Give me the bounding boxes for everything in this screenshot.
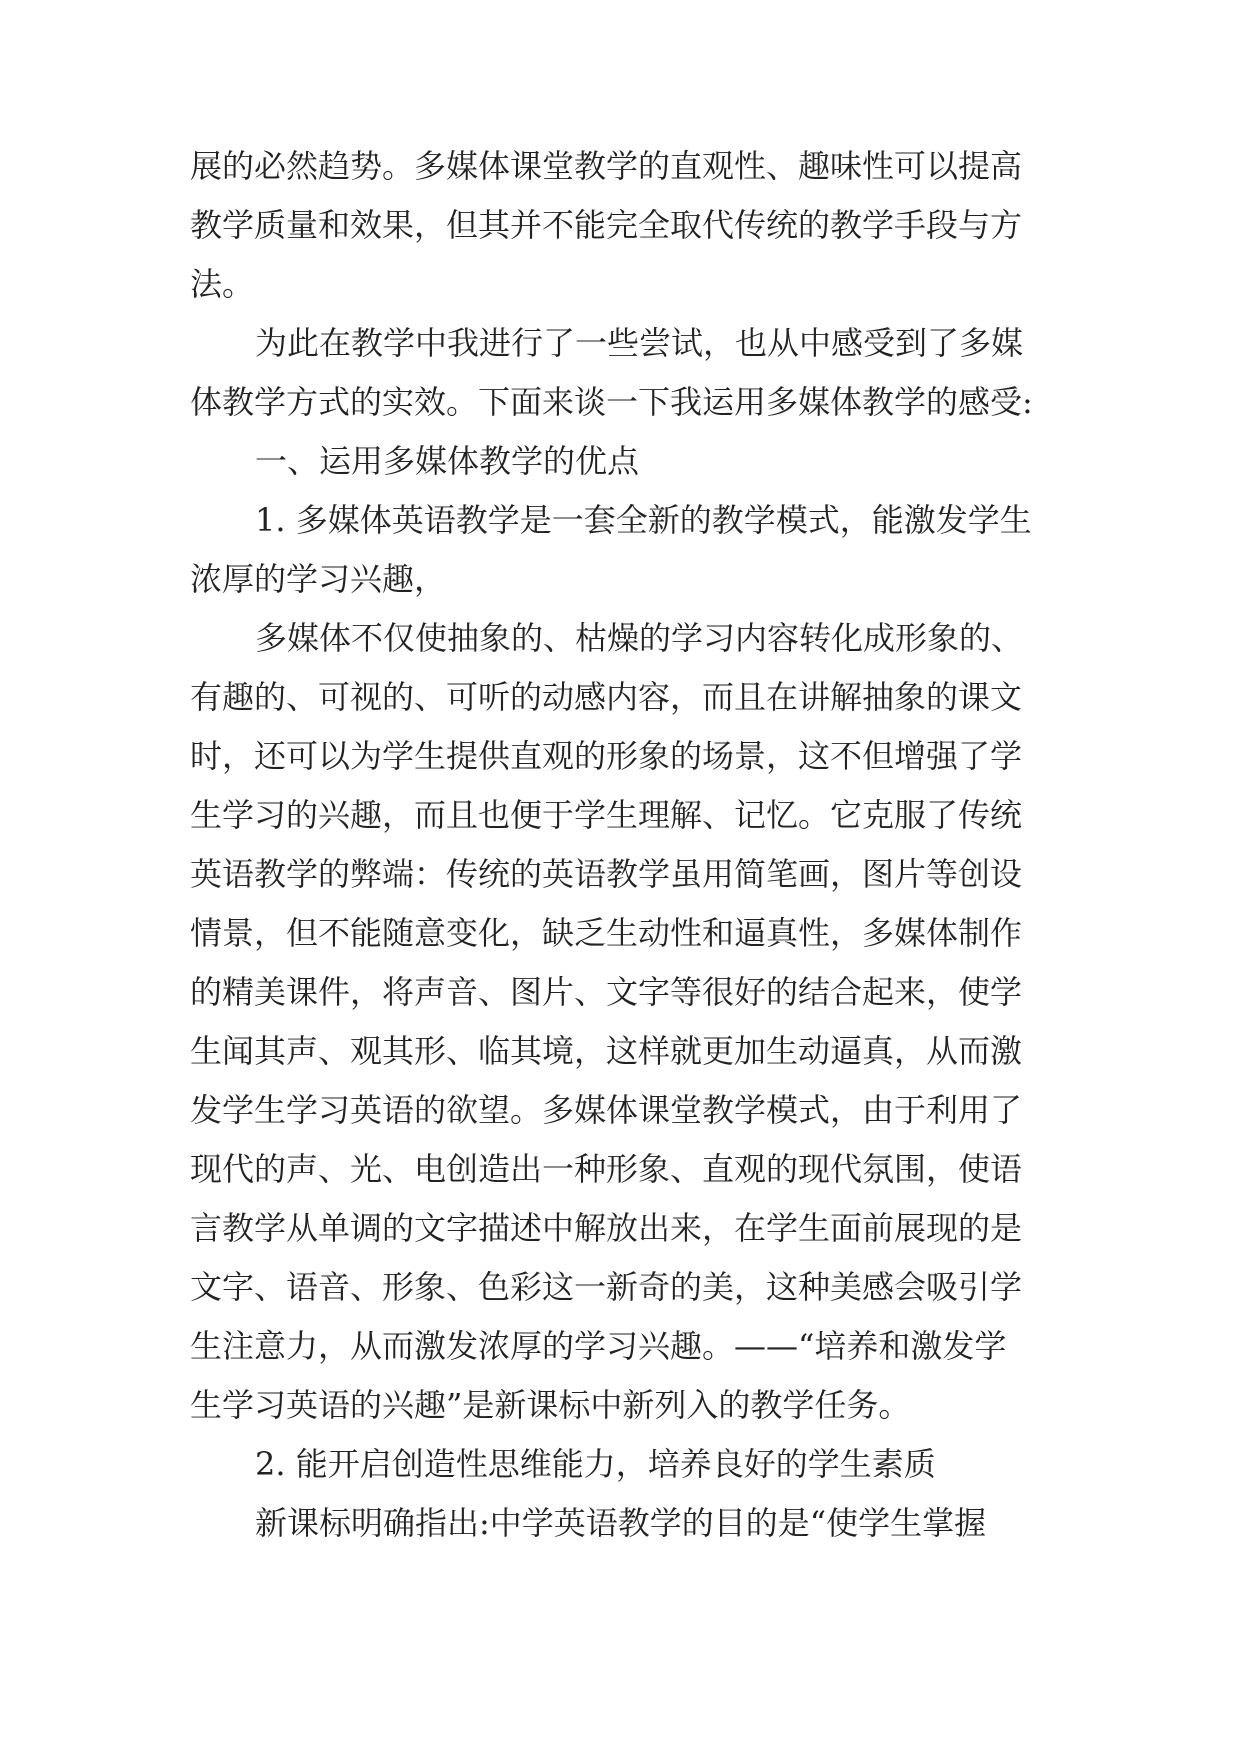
text-line: 一、运用多媒体教学的优点: [255, 442, 640, 480]
text-line: 多媒体不仅使抽象的、枯燥的学习内容转化成形象的、: [255, 619, 1024, 657]
text-line: 新课标明确指出:中学英语教学的目的是“使学生掌握: [255, 1504, 987, 1542]
text-line: 1. 多媒体英语教学是一套全新的教学模式，能激发学生: [255, 501, 1032, 539]
text-line: 生学习的兴趣，而且也便于学生理解、记忆。它克服了传统: [190, 796, 1023, 834]
text-line: 教学质量和效果，但其并不能完全取代传统的教学手段与方: [190, 206, 1023, 244]
text-line: 情景，但不能随意变化，缺乏生动性和逼真性，多媒体制作: [190, 914, 1023, 952]
text-line: 2. 能开启创造性思维能力，培养良好的学生素质: [255, 1445, 936, 1483]
text-line: 时，还可以为学生提供直观的形象的场景，这不但增强了学: [190, 737, 1023, 775]
text-line: 展的必然趋势。多媒体课堂教学的直观性、趣味性可以提高: [190, 147, 1023, 185]
text-line: 言教学从单调的文字描述中解放出来，在学生面前展现的是: [190, 1209, 1023, 1247]
document-body: [190, 137, 1050, 1553]
text-line: 发学生学习英语的欲望。多媒体课堂教学模式，由于利用了: [190, 1091, 1023, 1129]
text-line: 文字、语音、形象、色彩这一新奇的美，这种美感会吸引学: [190, 1268, 1023, 1306]
text-line: 生闻其声、观其形、临其境，这样就更加生动逼真，从而激: [190, 1032, 1023, 1070]
text-line: 的精美课件，将声音、图片、文字等很好的结合起来，使学: [190, 973, 1023, 1011]
text-line: 英语教学的弊端：传统的英语教学虽用简笔画，图片等创设: [190, 855, 1023, 893]
text-line: 法。: [190, 265, 255, 303]
text-line: 生注意力，从而激发浓厚的学习兴趣。——“培养和激发学: [190, 1327, 1007, 1365]
text-line: 现代的声、光、电创造出一种形象、直观的现代氛围，使语: [190, 1150, 1023, 1188]
text-line: 浓厚的学习兴趣，: [190, 560, 447, 598]
text-line: 体教学方式的实效。下面来谈一下我运用多媒体教学的感受:: [190, 383, 1033, 421]
text-line: 生学习英语的兴趣”是新课标中新列入的教学任务。: [190, 1386, 911, 1424]
text-line: 有趣的、可视的、可听的动感内容，而且在讲解抽象的课文: [190, 678, 1023, 716]
text-line: 为此在教学中我进行了一些尝试，也从中感受到了多媒: [255, 324, 1024, 362]
